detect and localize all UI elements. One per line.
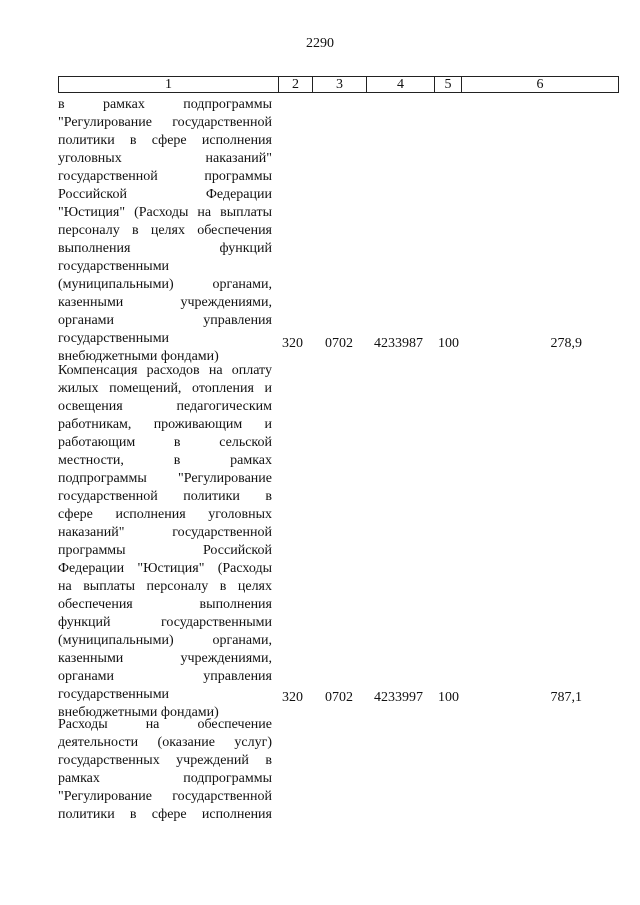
header-col-1: 1 [59,77,279,92]
header-col-5: 5 [435,77,462,92]
description-line: внебюджетными фондами) [58,705,219,720]
cell-col-5: 100 [438,336,459,351]
description-line: политики в сфере исполнения [58,807,272,822]
description-line: жилых помещений, отопления и [58,381,272,396]
description-line: государственными [58,259,170,274]
description-line: казенными учреждениями, [58,295,272,310]
description-line: "Регулирование государственной [58,115,272,130]
description-line: уголовных наказаний" [58,151,272,166]
cell-col-3: 0702 [325,690,353,705]
description-line: "Регулирование государственной [58,789,272,804]
description-line: на выплаты персоналу в целях [58,579,272,594]
description-line: государственными [58,331,170,346]
description-line: казенными учреждениями, [58,651,272,666]
description-line: государственной программы [58,169,272,184]
description-line: органами управления [58,669,272,684]
table-row [58,716,272,824]
row-description [58,716,272,824]
description-line: деятельности (оказание услуг) [58,735,272,750]
description-line: Российской Федерации [58,187,272,202]
header-col-4: 4 [367,77,435,92]
header-col-3: 3 [313,77,367,92]
description-line: выполнения функций [58,241,272,256]
description-line: работникам, проживающим и [58,417,272,432]
description-line: работающим в сельской [58,435,272,450]
cell-col-4: 4233987 [374,336,423,351]
description-line: подпрограммы "Регулирование [58,471,272,486]
description-line: сфере исполнения уголовных [58,507,272,522]
description-line: Компенсация расходов на оплату [58,363,272,378]
description-line: Расходы на обеспечение [58,717,272,732]
cell-col-6: 278,9 [550,336,582,351]
description-line: в рамках подпрограммы [58,97,272,112]
description-line: местности, в рамках [58,453,272,468]
description-line: обеспечения выполнения [58,597,272,612]
cell-col-4: 4233997 [374,690,423,705]
table-row [58,362,272,722]
cell-col-2: 320 [282,336,303,351]
header-col-2: 2 [279,77,313,92]
description-line: государственных учреждений в [58,753,272,768]
description-line: наказаний" государственной [58,525,272,540]
page-number: 2290 [306,36,334,51]
cell-col-2: 320 [282,690,303,705]
description-line: органами управления [58,313,272,328]
description-line: освещения педагогическим [58,399,272,414]
description-line: Федерации "Юстиция" (Расходы [58,561,272,576]
description-line: государственными [58,687,170,702]
table-header [58,76,619,93]
description-line: политики в сфере исполнения [58,133,272,148]
row-description [58,96,272,366]
header-col-6: 6 [536,77,544,92]
description-line: рамках подпрограммы [58,771,272,786]
description-line: программы Российской [58,543,272,558]
cell-col-3: 0702 [325,336,353,351]
cell-col-5: 100 [438,690,459,705]
description-line: персоналу в целях обеспечения [58,223,272,238]
description-line: государственной политики в [58,489,272,504]
description-line: "Юстиция" (Расходы на выплаты [58,205,272,220]
description-line: (муниципальными) органами, [58,277,272,292]
row-description [58,362,272,722]
description-line: внебюджетными фондами) [58,349,219,364]
description-line: (муниципальными) органами, [58,633,272,648]
cell-col-6: 787,1 [550,690,582,705]
description-line: функций государственными [58,615,272,630]
table-row [58,96,272,366]
